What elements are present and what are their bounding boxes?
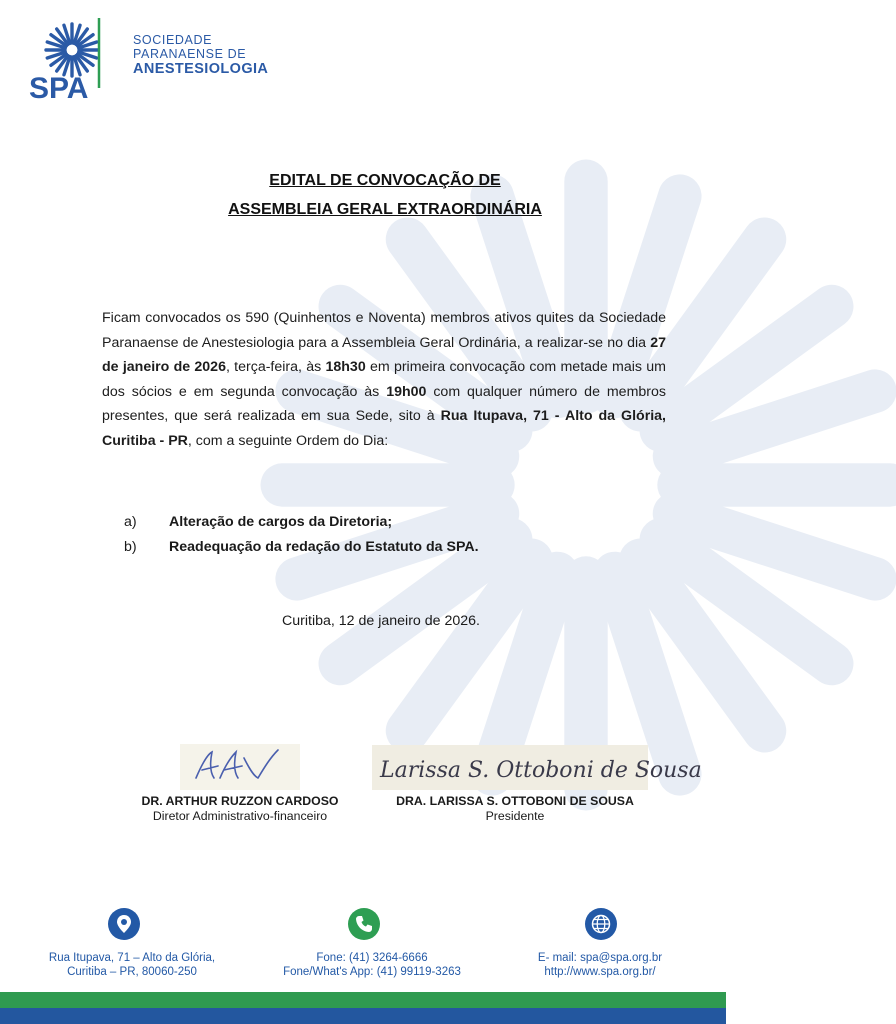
document-title-line2: ASSEMBLEIA GERAL EXTRAORDINÁRIA (228, 201, 542, 218)
signature-image-larissa (372, 745, 702, 790)
signer-name: DR. ARTHUR RUZZON CARDOSO (141, 794, 339, 808)
footer-address-line1: Rua Itupava, 71 – Alto da Glória, (48, 952, 216, 964)
footer-email[interactable]: E- mail: spa@spa.org.br (537, 952, 663, 964)
signature-block-president (370, 794, 660, 824)
phone-icon (348, 908, 380, 940)
spa-sunburst-icon (30, 18, 130, 104)
second-call-time: 19h00 (386, 383, 427, 400)
agenda-text: Readequação da redação do Estatuto da SPA. (169, 538, 479, 555)
logo-divider (96, 18, 102, 88)
signature-block-director (120, 794, 360, 824)
signature-image-arthur (180, 744, 300, 790)
footer-phone-line1: Fone: (41) 3264-6666 (316, 952, 428, 964)
date-line: Curitiba, 12 de janeiro de 2026. (282, 613, 480, 629)
signer-name: DRA. LARISSA S. OTTOBONI DE SOUSA (396, 794, 634, 808)
meeting-address: Rua Itupava, 71 - Alto da Glória, Curitiba - PR (102, 408, 666, 449)
agenda-letter: a) (124, 514, 137, 530)
first-call-time: 18h30 (325, 359, 366, 375)
logo-line3: ANESTESIOLOGIA (133, 61, 269, 77)
agenda-item (124, 510, 479, 535)
watermark-sunburst (276, 175, 896, 795)
agenda-item (124, 535, 479, 560)
globe-icon (585, 908, 617, 940)
signer-role: Presidente (485, 809, 545, 823)
signature-larissa-text: Larissa S. Ottoboni de Sousa (380, 758, 702, 783)
location-pin-icon (108, 908, 140, 940)
footer-bar-green (0, 992, 726, 1008)
body-text-3: em primeira convocação com metade mais um dos sócios e em segunda convocação às (102, 359, 666, 400)
footer-bar-blue (0, 1008, 726, 1024)
agenda-list (124, 510, 479, 559)
meeting-date: 27 de janeiro de 2026 (102, 334, 666, 375)
logo-abbr: SPA (29, 72, 89, 105)
body-text-4: com qualquer número de membros presentes, que será realizada em sua Sede, sito à (102, 383, 666, 424)
body-text-2: , terça-feira, às (225, 359, 326, 375)
document-title-line1: EDITAL DE CONVOCAÇÃO DE (269, 172, 501, 189)
footer-address (20, 951, 244, 979)
body-text-1: Ficam convocados os 590 (Quinhentos e Noventa) membros ativos quites da Sociedade Paranaense de Anestesiologia para a Assembleia Geral Ordinária, a realizar-se no dia (102, 310, 666, 351)
footer-website-link[interactable]: http://www.spa.org.br/ (544, 966, 656, 978)
body-text-5: , com a seguinte Ordem do Dia: (187, 432, 389, 449)
footer-address-line2: Curitiba – PR, 80060-250 (67, 966, 197, 978)
logo-line2: PARANAENSE DE (133, 47, 247, 61)
signer-role: Diretor Administrativo-financeiro (152, 809, 328, 823)
footer-phone-line2: Fone/What's App: (41) 99119-3263 (283, 966, 461, 978)
logo-text (133, 33, 268, 78)
footer-phone (262, 951, 482, 979)
logo-line1: SOCIEDADE (133, 33, 213, 47)
agenda-text: Alteração de cargos da Diretoria; (169, 514, 393, 530)
footer-web (500, 951, 700, 979)
agenda-letter: b) (124, 538, 137, 555)
convocation-paragraph (102, 306, 666, 453)
